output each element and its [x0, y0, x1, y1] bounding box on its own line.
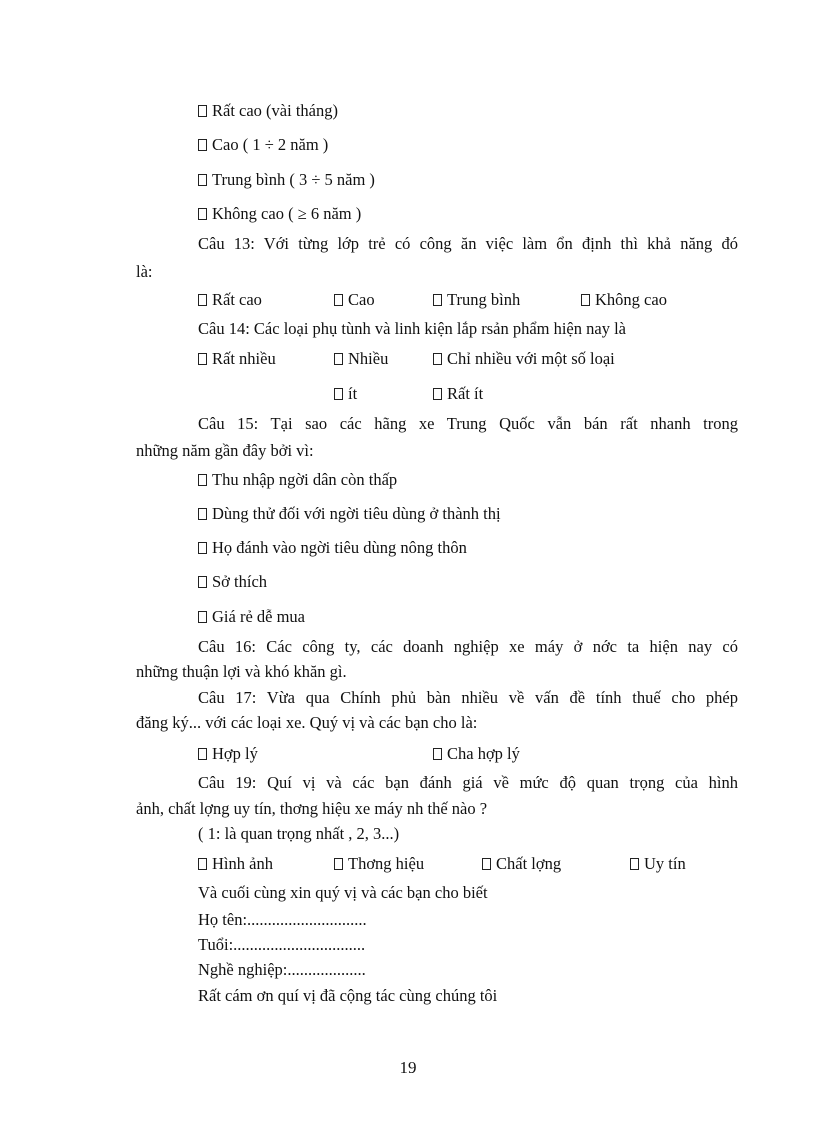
checkbox-icon[interactable]	[334, 353, 343, 365]
checkbox-icon[interactable]	[433, 388, 442, 400]
q15-option-3[interactable]: Họ đánh vào ngời tiêu dùng nông thôn	[198, 538, 467, 558]
q17-line2: đăng ký... với các loại xe. Quý vị và các bạn cho là:	[136, 713, 478, 732]
q13-line1: Câu 13: Với từng lớp trẻ có công ăn việc làm ổn định thì khả năng đó	[198, 234, 738, 253]
q14-option-nhieu[interactable]: Nhiều	[334, 349, 388, 369]
checkbox-icon[interactable]	[198, 474, 207, 486]
checkbox-icon[interactable]	[334, 294, 343, 306]
option-khong-cao-6-nam[interactable]: Không cao ( ≥ 6 năm )	[198, 204, 361, 224]
q15-line1: Câu 15: Tại sao các hãng xe Trung Quốc vẫn bán rất nhanh trong	[198, 414, 738, 433]
q19-line1: Câu 19: Quí vị và các bạn đánh giá về mức độ quan trọng của hình	[198, 773, 738, 792]
checkbox-icon[interactable]	[198, 508, 207, 520]
name-field[interactable]: Họ tên:.............................	[198, 910, 367, 929]
q19-line2: ảnh, chất lợng uy tín, thơng hiệu xe máy nh thế nào ?	[136, 799, 488, 818]
q17-option-hop-ly[interactable]: Hợp lý	[198, 744, 258, 764]
checkbox-icon[interactable]	[334, 858, 343, 870]
closing-intro: Và cuối cùng xin quý vị và các bạn cho biết	[198, 883, 488, 902]
checkbox-icon[interactable]	[433, 353, 442, 365]
q19-line3: ( 1: là quan trọng nhất , 2, 3...)	[198, 824, 400, 843]
q19-option-thong-hieu[interactable]: Thơng hiệu	[334, 854, 424, 874]
checkbox-icon[interactable]	[198, 174, 207, 186]
checkbox-icon[interactable]	[433, 748, 442, 760]
checkbox-icon[interactable]	[334, 388, 343, 400]
checkbox-icon[interactable]	[198, 353, 207, 365]
q19-option-chat-long[interactable]: Chất lợng	[482, 854, 561, 874]
q15-line2: những năm gần đây bởi vì:	[136, 441, 314, 460]
checkbox-icon[interactable]	[198, 542, 207, 554]
q14-option-rat-it[interactable]: Rất ít	[433, 384, 483, 404]
checkbox-icon[interactable]	[198, 858, 207, 870]
q14-option-rat-nhieu[interactable]: Rất nhiều	[198, 349, 276, 369]
checkbox-icon[interactable]	[630, 858, 639, 870]
q15-option-2[interactable]: Dùng thử đối với ngời tiêu dùng ở thành thị	[198, 504, 501, 524]
checkbox-icon[interactable]	[198, 748, 207, 760]
q19-option-uy-tin[interactable]: Uy tín	[630, 854, 686, 874]
checkbox-icon[interactable]	[198, 611, 207, 623]
q15-option-1[interactable]: Thu nhập ngời dân còn thấp	[198, 470, 397, 490]
checkbox-icon[interactable]	[198, 105, 207, 117]
q19-option-hinh-anh[interactable]: Hình ảnh	[198, 854, 273, 874]
page-number: 19	[399, 1058, 417, 1077]
thanks-text: Rất cám ơn quí vị đã cộng tác cùng chúng tôi	[198, 986, 498, 1005]
checkbox-icon[interactable]	[198, 576, 207, 588]
q16-line1: Câu 16: Các công ty, các doanh nghiệp xe máy ở nớc ta hiện nay có	[198, 637, 738, 656]
option-cao-1-2-nam[interactable]: Cao ( 1 ÷ 2 năm )	[198, 135, 328, 155]
age-field[interactable]: Tuổi:................................	[198, 935, 366, 954]
checkbox-icon[interactable]	[482, 858, 491, 870]
checkbox-icon[interactable]	[198, 294, 207, 306]
q16-line2: những thuận lợi và khó khăn gì.	[136, 662, 347, 681]
checkbox-icon[interactable]	[433, 294, 442, 306]
q17-option-cha-hop-ly[interactable]: Cha hợp lý	[433, 744, 520, 764]
job-field[interactable]: Nghề nghiệp:...................	[198, 960, 366, 979]
q14-option-it[interactable]: ít	[334, 384, 357, 404]
q14-line1: Câu 14: Các loại phụ tùnh và linh kiện lắp rsản phẩm hiện nay là	[198, 319, 626, 338]
q13-option-cao[interactable]: Cao	[334, 290, 375, 310]
option-trung-binh-3-5-nam[interactable]: Trung bình ( 3 ÷ 5 năm )	[198, 170, 375, 190]
q15-option-5[interactable]: Giá rẻ dễ mua	[198, 607, 305, 627]
q14-option-chi-nhieu[interactable]: Chỉ nhiều với một số loại	[433, 349, 615, 369]
option-rat-cao-vai-thang[interactable]: Rất cao (vài tháng)	[198, 101, 338, 121]
q13-option-trung-binh[interactable]: Trung bình	[433, 290, 520, 310]
q13-line2: là:	[136, 262, 153, 281]
checkbox-icon[interactable]	[198, 139, 207, 151]
q17-line1: Câu 17: Vừa qua Chính phủ bàn nhiều về vấn đề tính thuế cho phép	[198, 688, 738, 707]
checkbox-icon[interactable]	[581, 294, 590, 306]
q13-option-rat-cao[interactable]: Rất cao	[198, 290, 262, 310]
q15-option-4[interactable]: Sở thích	[198, 572, 267, 592]
q13-option-khong-cao[interactable]: Không cao	[581, 290, 667, 310]
checkbox-icon[interactable]	[198, 208, 207, 220]
